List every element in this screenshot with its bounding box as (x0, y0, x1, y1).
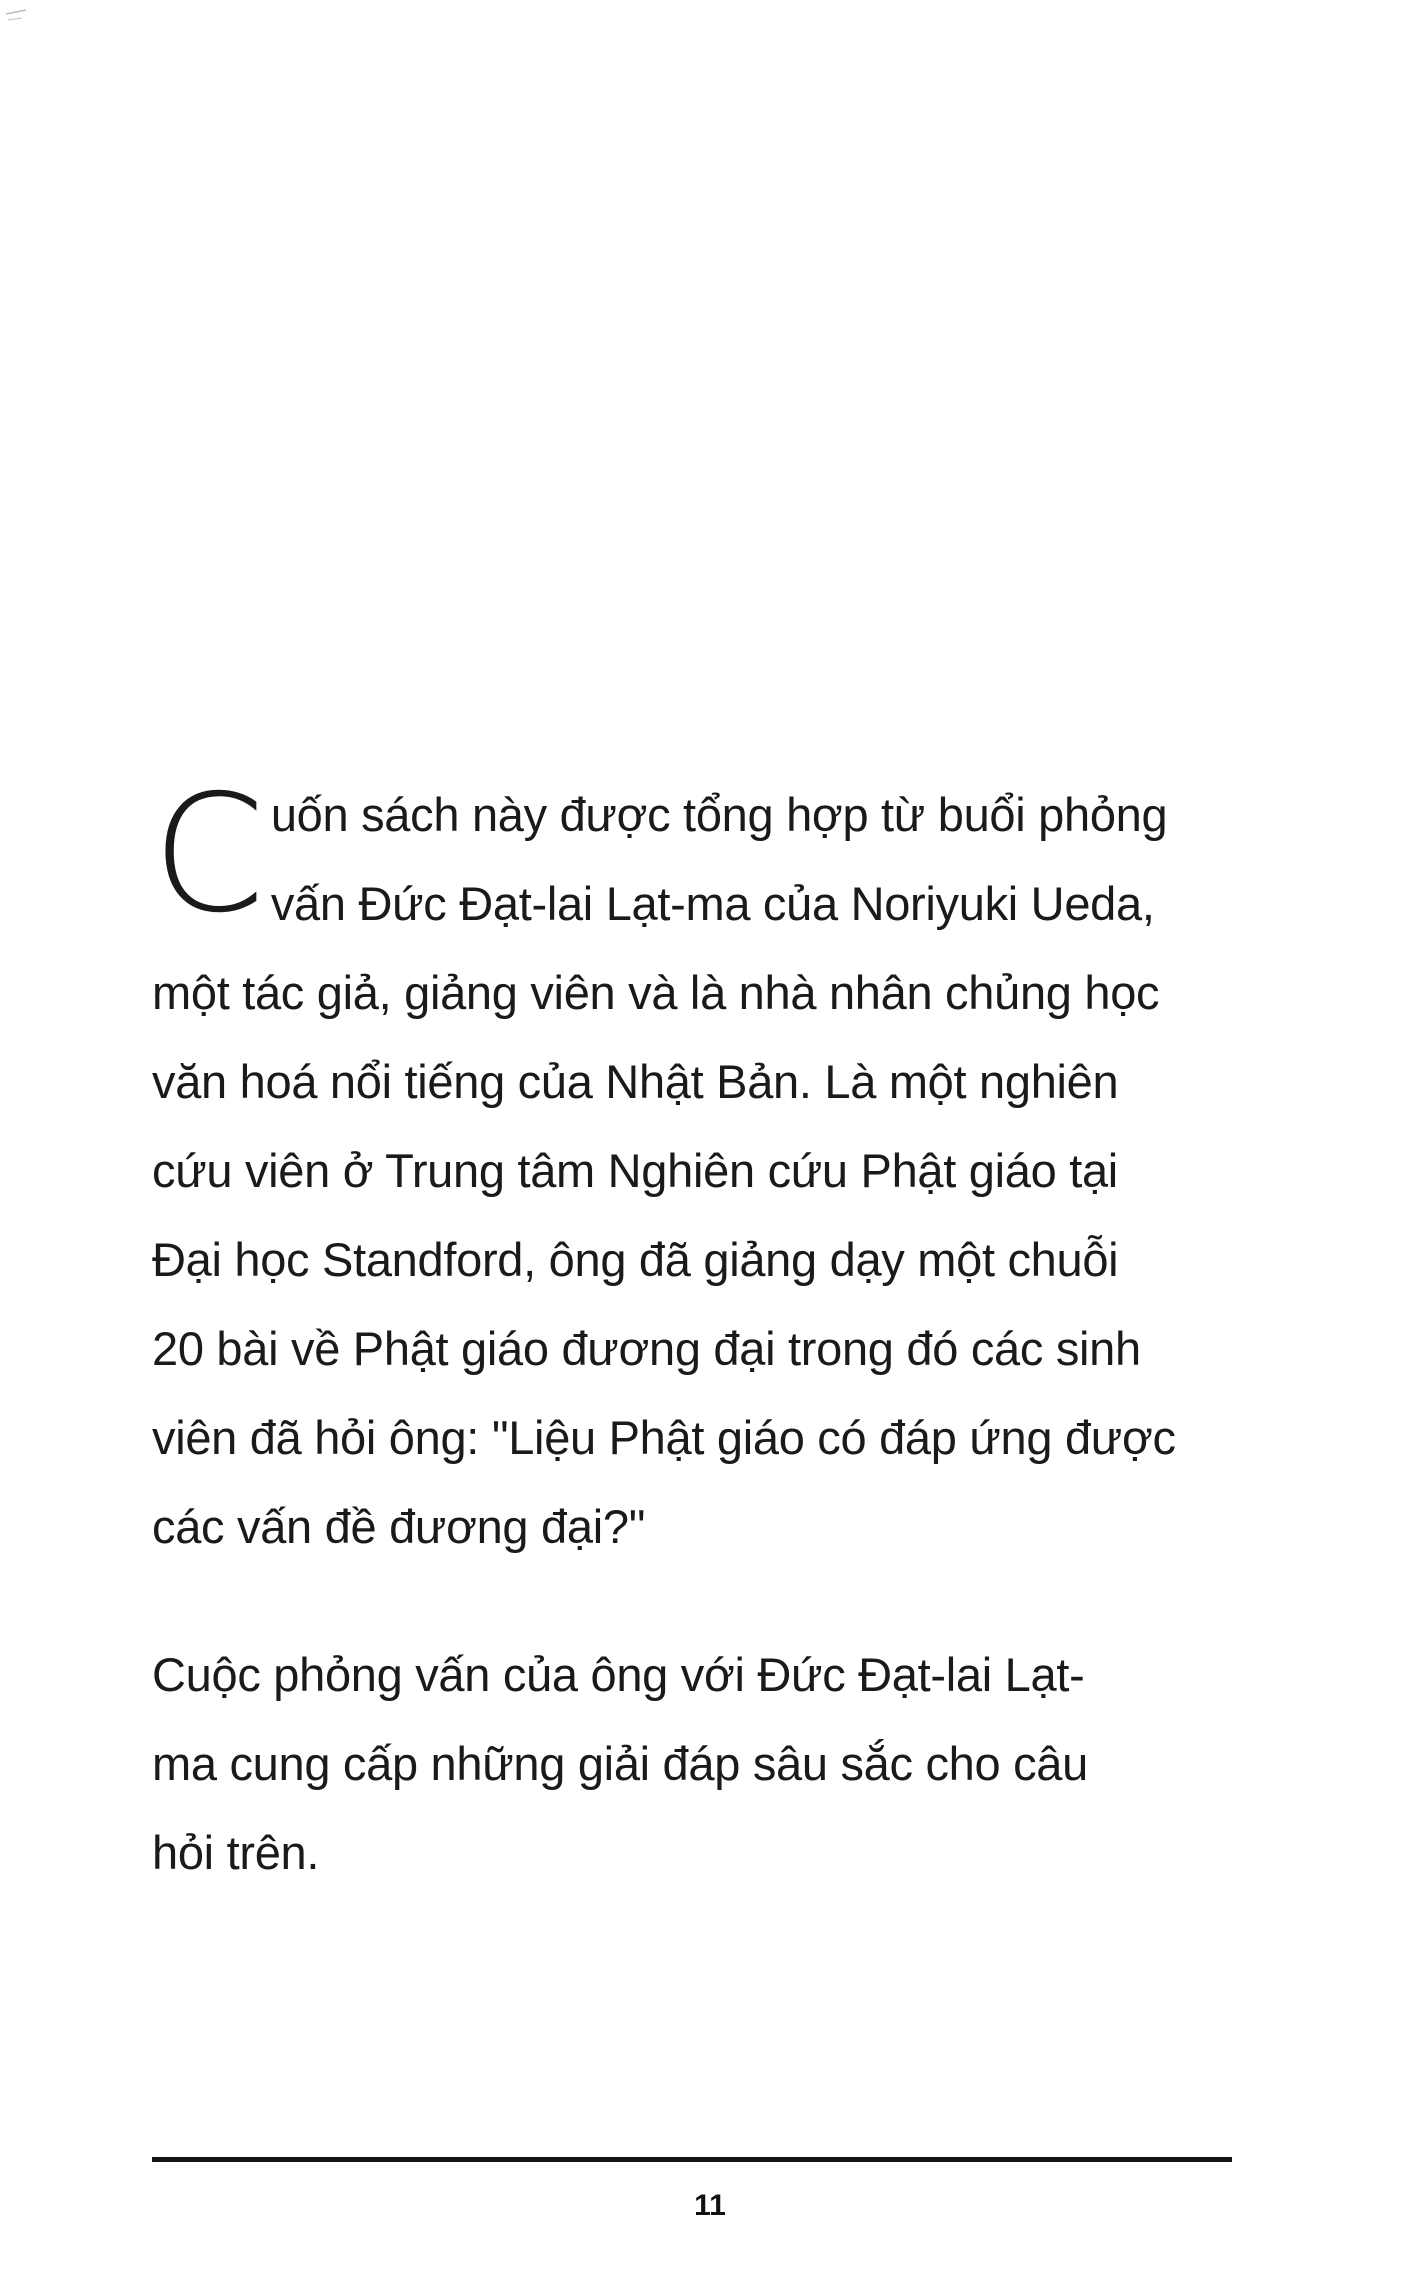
text-line: các vấn đề đương đại?" (152, 1500, 646, 1553)
scan-mark (4, 8, 34, 28)
paragraph-1 (152, 761, 1230, 1571)
footer-rule (152, 2157, 1232, 2162)
text-line: cứu viên ở Trung tâm Nghiên cứu Phật giáo tại (152, 1144, 1118, 1197)
drop-cap: C (152, 761, 265, 949)
text-line: Đại học Standford, ông đã giảng dạy một chuỗi (152, 1233, 1119, 1286)
text-line: uốn sách này được tổng hợp từ buổi phỏng (270, 788, 1168, 841)
text-line: viên đã hỏi ông: "Liệu Phật giáo có đáp ứng được (152, 1411, 1176, 1464)
paragraph-2 (152, 1630, 1230, 1897)
text-line: một tác giả, giảng viên và là nhà nhân chủng học (152, 966, 1160, 1019)
text-line: 20 bài về Phật giáo đương đại trong đó các sinh (152, 1322, 1141, 1375)
text-line: hỏi trên. (152, 1826, 320, 1879)
text-line: văn hoá nổi tiếng của Nhật Bản. Là một nghiên (152, 1055, 1119, 1108)
text-line: vấn Đức Đạt-lai Lạt-ma của Noriyuki Ueda, (270, 877, 1155, 930)
text-line: Cuộc phỏng vấn của ông với Đức Đạt-lai Lạt- (152, 1648, 1085, 1701)
page-number: 11 (694, 2189, 726, 2222)
text-line: ma cung cấp những giải đáp sâu sắc cho câu (152, 1737, 1088, 1790)
drop-cap-lines (271, 770, 1230, 948)
